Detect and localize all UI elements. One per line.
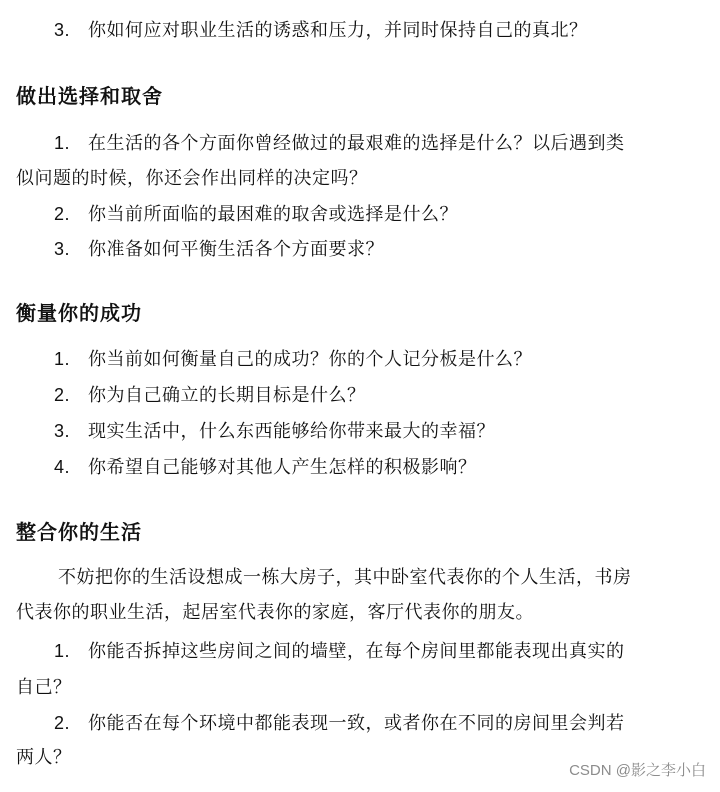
question-item [54, 347, 532, 372]
item-number: 3. [54, 421, 71, 441]
item-continuation: 两人？ [16, 747, 72, 768]
item-text: 你能否在每个环境中都能表现一致，或者你在不同的房间里会判若 [88, 713, 625, 734]
item-text: 你准备如何平衡生活各个方面要求？ [88, 239, 384, 260]
section-heading-success: 衡量你的成功 [16, 301, 142, 325]
item-number: 3. [54, 20, 71, 40]
question-item [54, 237, 384, 262]
item-continuation: 似问题的时候，你还会作出同样的决定吗？ [16, 168, 368, 189]
question-item [54, 419, 495, 444]
question-item [54, 202, 458, 227]
section-heading-integrate: 整合你的生活 [16, 520, 142, 544]
watermark: CSDN @影之李小白 [569, 762, 706, 779]
item-continuation: 自己？ [16, 677, 72, 698]
item-number: 4. [54, 457, 71, 477]
item-number: 2. [54, 713, 71, 733]
question-item [54, 455, 477, 480]
item-number: 1. [54, 349, 71, 369]
item-text: 在生活的各个方面你曾经做过的最艰难的选择是什么？以后遇到类 [88, 133, 625, 154]
item-number: 2. [54, 385, 71, 405]
question-item [54, 383, 366, 408]
question-item [54, 131, 625, 156]
question-item [54, 18, 588, 43]
item-number: 3. [54, 239, 71, 259]
item-text: 你为自己确立的长期目标是什么？ [88, 385, 366, 406]
item-text: 你当前如何衡量自己的成功？你的个人记分板是什么？ [88, 349, 532, 370]
item-number: 1. [54, 641, 71, 661]
question-item [54, 639, 625, 664]
item-text: 你希望自己能够对其他人产生怎样的积极影响？ [88, 457, 477, 478]
section-heading-choices: 做出选择和取舍 [16, 84, 163, 108]
item-number: 2. [54, 204, 71, 224]
paragraph-line: 代表你的职业生活，起居室代表你的家庭，客厅代表你的朋友。 [16, 602, 534, 623]
question-item [54, 711, 625, 736]
item-text: 你能否拆掉这些房间之间的墙壁，在每个房间里都能表现出真实的 [88, 641, 625, 662]
item-number: 1. [54, 133, 71, 153]
paragraph-line: 不妨把你的生活设想成一栋大房子，其中卧室代表你的个人生活，书房 [58, 567, 632, 588]
item-text: 你如何应对职业生活的诱惑和压力，并同时保持自己的真北？ [88, 20, 588, 41]
item-text: 你当前所面临的最困难的取舍或选择是什么？ [88, 204, 458, 225]
item-text: 现实生活中，什么东西能够给你带来最大的幸福？ [88, 421, 495, 442]
